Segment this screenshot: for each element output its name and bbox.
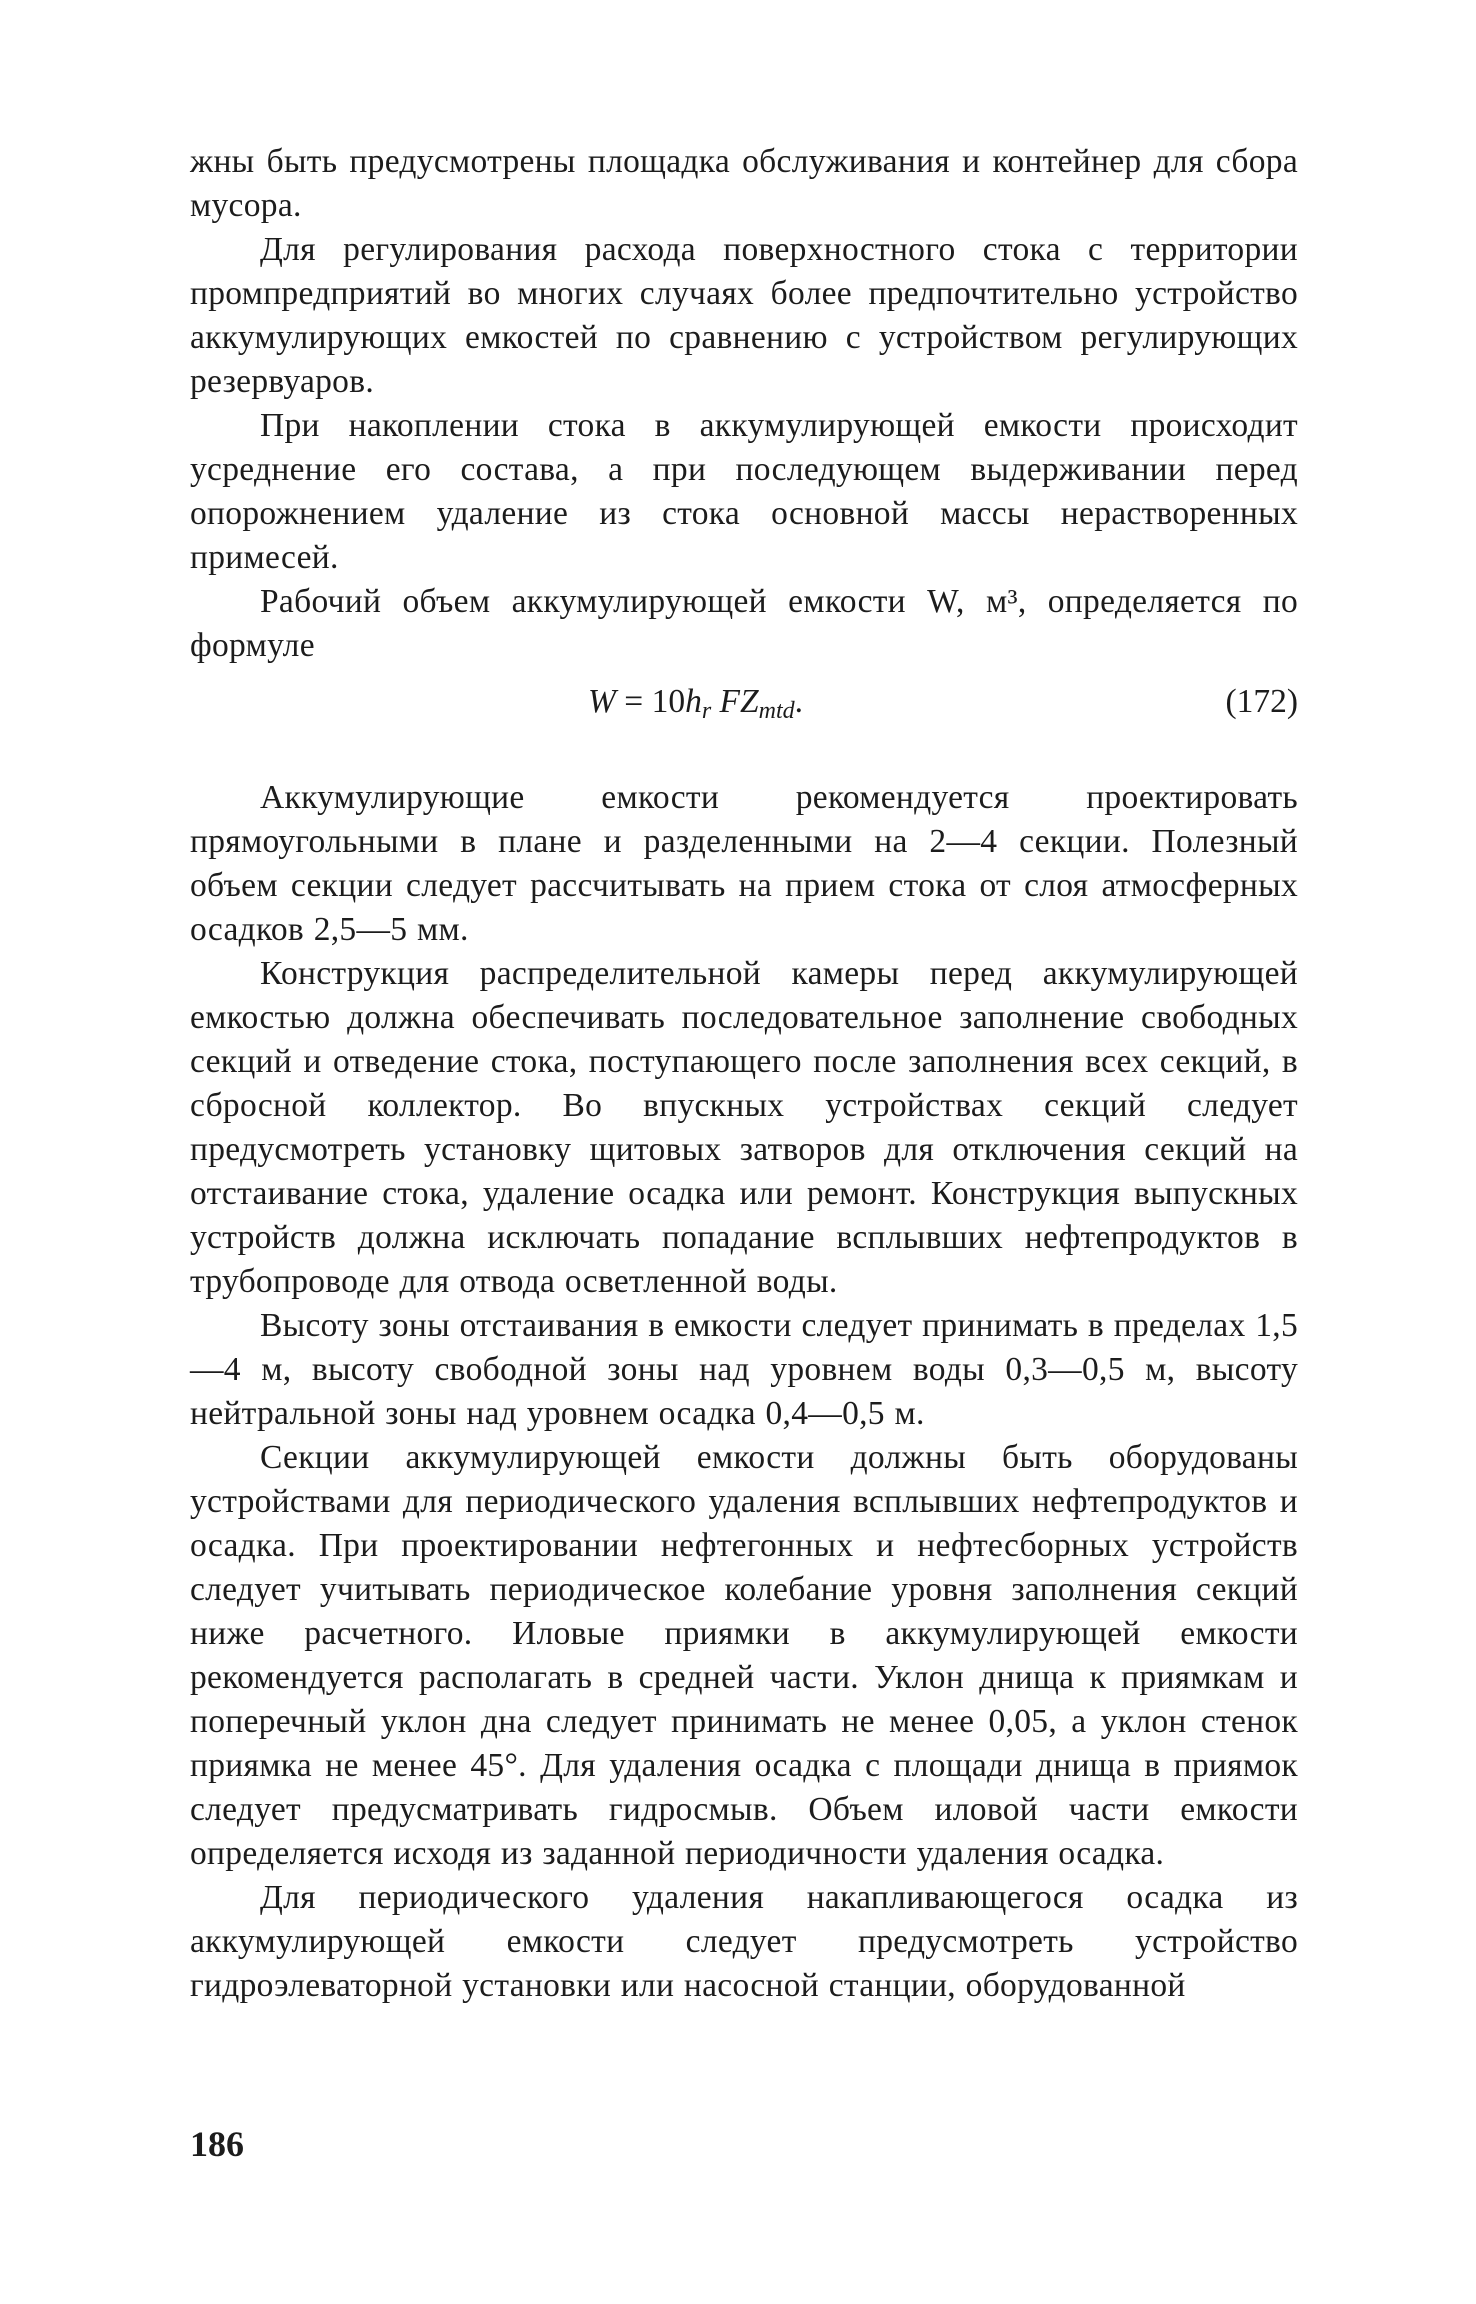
formula-coefficient: 10 (651, 683, 686, 720)
paragraph: Для регулирования расхода поверхностного стока с территории промпредприятий во многих случаях более предпочтительно устройство аккумулирующих емкостей по сравнению с устройством регулирующих резервуаров. (190, 231, 1298, 400)
formula-mtd-subscript: mtd (758, 698, 795, 724)
page-number: 186 (190, 2124, 244, 2164)
paragraph: Высоту зоны отстаивания в емкости следует принимать в пределах 1,5—4 м, высоту свободной зоны над уровнем воды 0,3—0,5 м, высоту нейтральной зоны над уровнем осадка 0,4—0,5 м. (190, 1307, 1298, 1432)
formula-equals: = (615, 683, 652, 720)
page-body (190, 140, 1298, 2008)
formula-h-subscript: r (701, 698, 712, 724)
paragraph-continuation: жны быть предусмотрены площадка обслуживания и контейнер для сбора мусора. (190, 143, 1298, 224)
paragraph-formula-intro: Рабочий объем аккумулирующей емкости W, м³, определяется по формуле (190, 583, 1298, 664)
formula (588, 680, 803, 733)
paragraph: Аккумулирующие емкости рекомендуется проектировать прямоугольными в плане и разделенными на 2—4 секции. Полезный объем секции следует рассчитывать на прием стока от слоя атмосферных осадков 2,5—5 мм. (190, 779, 1298, 948)
paragraph: Секции аккумулирующей емкости должны быть оборудованы устройствами для периодического удаления всплывших нефтепродуктов и осадка. При проектировании нефтегонных и нефтесборных устройств следует учитывать периодическое колебание уровня заполнения секций ниже расчетного. Иловые приямки в аккумулирующей емкости рекомендуется располагать в средней части. Уклон днища к приямкам и поперечный уклон дна следует принимать не менее 0,05, а уклон стенок приямка не менее 45°. Для удаления осадка с площади днища в приямок следует предусматривать гидросмыв. Объем иловой части емкости определяется исходя из заданной периодичности удаления осадка. (190, 1439, 1298, 1872)
formula-h: h (685, 683, 702, 720)
paragraph: Конструкция распределительной камеры перед аккумулирующей емкостью должна обеспечивать последовательное заполнение свободных секций и отведение стока, поступающего после заполнения всех секций, в сбросной коллектор. Во впускных устройствах секций следует предусмотреть установку щитовых затворов для отключения секций на отстаивание стока, удаление осадка или ремонт. Конструкция выпускных устройств должна исключать попадание всплывших нефтепродуктов в трубопроводе для отвода осветленной воды. (190, 955, 1298, 1300)
formula-end: . (794, 683, 804, 720)
formula-lhs: W (588, 683, 616, 720)
paragraph: При накоплении стока в аккумулирующей емкости происходит усреднение его состава, а при последующем выдерживании перед опорожнением удаление из стока основной массы нерастворенных примесей. (190, 407, 1298, 576)
formula-number: (172) (1225, 683, 1298, 720)
formula-row (190, 680, 1298, 724)
paragraph: Для периодического удаления накапливающегося осадка из аккумулирующей емкости следует предусмотреть устройство гидроэлеваторной установки или насосной станции, оборудованной (190, 1879, 1298, 2004)
formula-fz: FZ (711, 683, 759, 720)
